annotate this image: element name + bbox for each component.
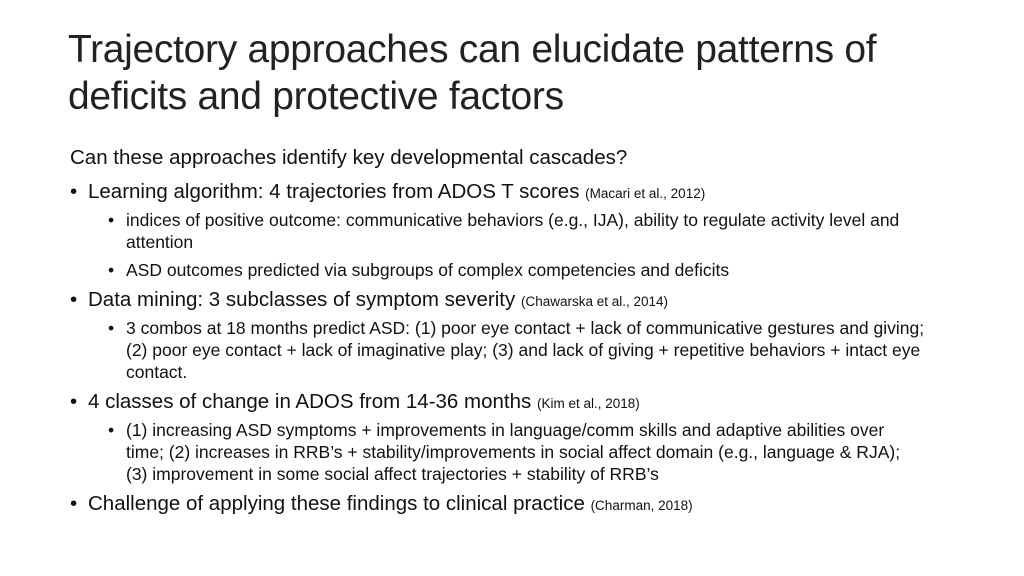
sub-bullet-item <box>70 419 926 485</box>
sub-bullet-item <box>70 317 926 383</box>
bullet-icon: • <box>108 260 115 280</box>
bullet-icon: • <box>70 288 78 311</box>
sub-bullet-item <box>70 209 926 253</box>
citation: (Macari et al., 2012) <box>585 186 706 201</box>
bullet-icon: • <box>108 210 115 230</box>
bullet-item <box>70 389 970 417</box>
bullet-item <box>70 287 970 315</box>
intro-question: Can these approaches identify key developmental cascades? <box>70 146 628 169</box>
sub-bullet-list <box>70 317 970 383</box>
bullet-text: 4 classes of change in ADOS from 14-36 months <box>88 390 532 413</box>
sub-bullet-text: ASD outcomes predicted via subgroups of complex competencies and deficits <box>126 260 730 280</box>
slide-body <box>70 145 970 519</box>
sub-bullet-list <box>70 419 970 485</box>
sub-bullet-list <box>70 209 970 281</box>
bullet-icon: • <box>108 420 115 440</box>
bullet-text: Data mining: 3 subclasses of symptom severity <box>88 288 516 311</box>
bullet-icon: • <box>70 492 78 515</box>
citation: (Chawarska et al., 2014) <box>520 294 669 309</box>
bullet-item <box>70 179 970 207</box>
bullet-icon: • <box>108 318 115 338</box>
sub-bullet-text: indices of positive outcome: communicative behaviors (e.g., IJA), ability to regulate activity level and attention <box>126 210 900 252</box>
bullet-text: Learning algorithm: 4 trajectories from ADOS T scores <box>88 180 580 203</box>
citation: (Kim et al., 2018) <box>536 396 640 411</box>
sub-bullet-text: 3 combos at 18 months predict ASD: (1) poor eye contact + lack of communicative gestures and giving; (2) poor eye contact + lack of imaginative play; (3) and lack of giving + repetitive behaviors + intact eye contact. <box>126 318 925 382</box>
sub-bullet-text: (1) increasing ASD symptoms + improvements in language/comm skills and adaptive abilities over time; (2) increases in RRB’s + stability/improvements in social affect domain (e.g., language & RJA); (3) improvement in some social affect trajectories + stability of RRB’s <box>126 420 901 484</box>
bullet-item <box>70 491 970 519</box>
sub-bullet-item <box>70 259 926 281</box>
bullet-text: Challenge of applying these findings to clinical practice <box>88 492 585 515</box>
bullet-icon: • <box>70 390 78 413</box>
citation: (Charman, 2018) <box>590 498 693 513</box>
slide-title: Trajectory approaches can elucidate patterns of deficits and protective factors <box>68 28 877 118</box>
bullet-icon: • <box>70 180 78 203</box>
